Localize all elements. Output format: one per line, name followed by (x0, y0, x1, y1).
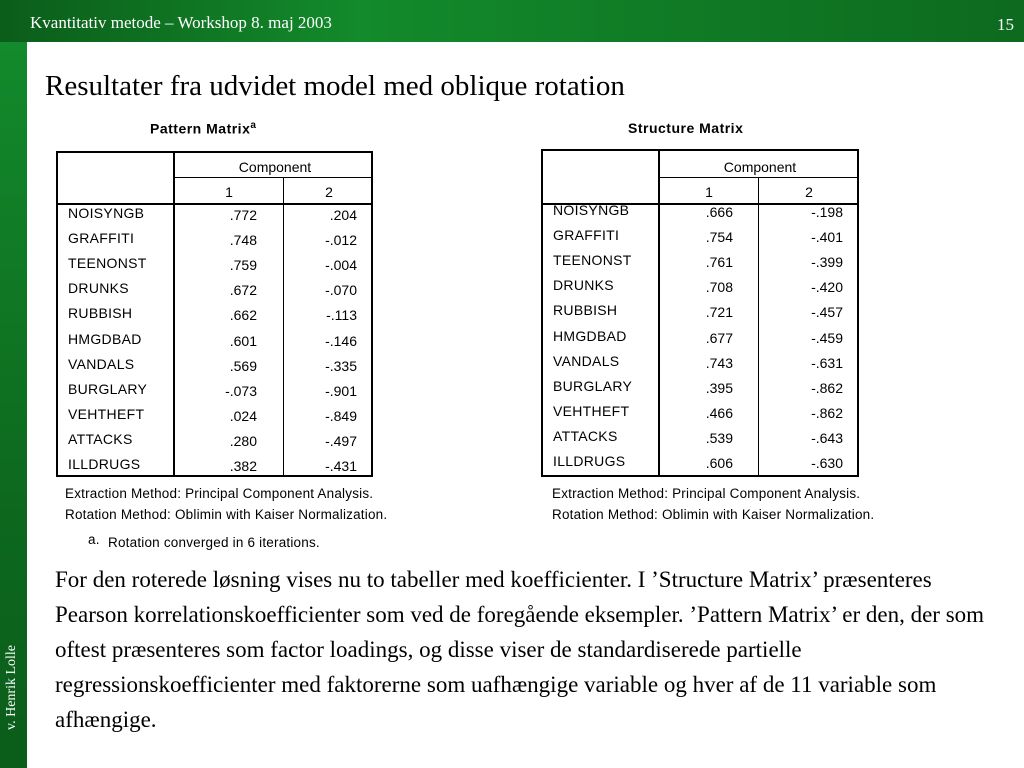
pattern-footnote-rotation: Rotation Method: Oblimin with Kaiser Normalization. (65, 507, 388, 522)
page-number: 15 (997, 15, 1014, 34)
component-1-value: .748 (229, 232, 257, 249)
pattern-matrix-superscript: a (250, 120, 257, 131)
variable-label: BURGLARY (68, 380, 148, 397)
variable-label: HMGDBAD (68, 330, 142, 347)
structure-matrix-title: Structure Matrix (628, 120, 744, 136)
component-1-value: .759 (229, 257, 257, 274)
variable-label: ILLDRUGS (553, 453, 626, 469)
structure-col1-header: 1 (705, 184, 713, 200)
pattern-footnote-marker: a. (88, 532, 100, 547)
component-2-value: -.497 (325, 432, 357, 449)
header-title: Kvantitativ metode – Workshop 8. maj 2003 (30, 13, 332, 32)
variable-label: VEHTHEFT (553, 402, 630, 419)
component-2-value: -.420 (811, 279, 843, 296)
component-2-value: -.198 (811, 204, 843, 220)
variable-label: RUBBISH (553, 302, 618, 319)
component-1-value: .569 (229, 357, 257, 374)
variable-label: HMGDBAD (553, 327, 627, 344)
variable-label: VANDALS (68, 355, 135, 372)
component-1-value: .601 (229, 332, 257, 349)
variable-label: RUBBISH (68, 305, 133, 322)
header-bar (0, 0, 1024, 42)
pattern-matrix-title (150, 120, 256, 137)
slide-title: Resultater fra udvidet model med oblique rotation (45, 70, 625, 102)
pattern-footnote-converged: Rotation converged in 6 iterations. (108, 535, 320, 550)
component-1-value: .672 (229, 282, 257, 299)
component-2-value: -.849 (325, 407, 357, 424)
component-2-value: -.862 (811, 404, 843, 421)
variable-label: ATTACKS (553, 427, 618, 444)
variable-label: VEHTHEFT (68, 405, 145, 422)
component-2-value: -.431 (325, 458, 357, 474)
pattern-col2-header: 2 (325, 184, 333, 200)
structure-col2-header: 2 (805, 184, 813, 200)
component-1-value: .708 (705, 279, 733, 296)
component-1-value: .662 (229, 307, 257, 324)
component-1-value: .280 (229, 432, 257, 449)
component-1-value: .382 (229, 458, 257, 474)
variable-label: BURGLARY (553, 377, 633, 394)
body-paragraph: For den roterede løsning vises nu to tabeller med koefficienter. I ’Structure Matrix’ præsenteres Pearson korrelationskoefficienter som ved de foregående eksempler. ’Pattern Matrix’ er den, der som oftest præsenteres som factor loadings, og disse viser de standardiserede partielle regressionskoefficienter med faktorerne som uafhængige variable og hver af de 11 variable som afhængige. (55, 567, 985, 732)
variable-label: DRUNKS (68, 280, 129, 297)
structure-footnote-extraction: Extraction Method: Principal Component Analysis. (552, 486, 861, 501)
pattern-matrix-table (56, 151, 373, 477)
component-1-value: .395 (705, 379, 733, 396)
variable-label: GRAFFITI (553, 227, 620, 244)
variable-label: GRAFFITI (68, 230, 135, 247)
variable-label: ATTACKS (68, 430, 133, 447)
component-1-value: -.073 (225, 382, 257, 399)
variable-label: DRUNKS (553, 277, 614, 294)
variable-label: NOISYNGB (553, 202, 630, 218)
component-2-value: -.335 (325, 357, 357, 374)
component-2-value: -.146 (325, 332, 357, 349)
component-2-value: -.401 (811, 229, 843, 246)
component-2-value: -.113 (326, 307, 357, 324)
component-1-value: .772 (229, 207, 257, 223)
component-1-value: .024 (229, 407, 257, 424)
component-1-value: .743 (705, 354, 733, 371)
component-1-value: .539 (705, 429, 733, 446)
component-2-value: -.012 (325, 232, 357, 249)
component-1-value: .606 (705, 455, 733, 471)
component-1-value: .761 (705, 254, 733, 271)
component-1-value: .666 (705, 204, 733, 220)
pattern-footnote-extraction: Extraction Method: Principal Component Analysis. (65, 486, 374, 501)
pattern-col1-header: 1 (225, 184, 233, 200)
author-label: v. Henrik Lolle (4, 644, 19, 730)
component-2-value: -.643 (811, 429, 843, 446)
component-1-value: .721 (705, 304, 733, 321)
structure-matrix-table (541, 149, 859, 477)
component-2-value: .204 (329, 207, 357, 223)
variable-label: NOISYNGB (68, 205, 145, 221)
component-2-value: -.862 (811, 379, 843, 396)
variable-label: VANDALS (553, 352, 620, 369)
component-1-value: .677 (705, 329, 733, 346)
structure-footnote-rotation: Rotation Method: Oblimin with Kaiser Normalization. (552, 507, 875, 522)
component-2-value: -.459 (811, 329, 843, 346)
component-1-value: .466 (705, 404, 733, 421)
variable-label: TEENONST (68, 255, 147, 272)
pattern-matrix-title-text: Pattern Matrix (150, 120, 251, 137)
component-2-value: -.457 (811, 304, 843, 321)
component-2-value: -.630 (811, 455, 843, 471)
variable-label: ILLDRUGS (68, 456, 141, 472)
variable-label: TEENONST (553, 252, 632, 269)
component-2-value: -.004 (325, 257, 357, 274)
pattern-component-header: Component (238, 159, 312, 175)
component-2-value: -.631 (811, 354, 843, 371)
component-1-value: .754 (705, 229, 733, 246)
structure-component-header: Component (723, 159, 797, 175)
component-2-value: -.399 (811, 254, 843, 271)
component-2-value: -.901 (325, 382, 357, 399)
component-2-value: -.070 (325, 282, 357, 299)
